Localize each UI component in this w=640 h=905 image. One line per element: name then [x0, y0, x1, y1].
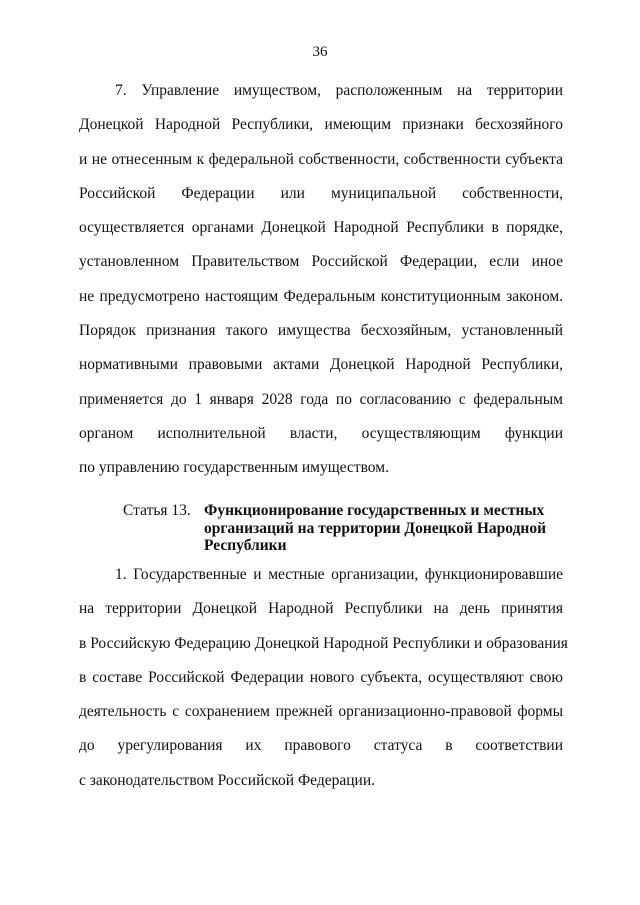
text-line: в составе Российской Федерации нового субъекта, осуществляют свою [79, 668, 563, 686]
text-line: Порядок признания такого имущества бесхозяйным, установленный [79, 322, 563, 340]
article-title-line: Республики [204, 537, 287, 554]
text-line: Донецкой Народной Республики, имеющим признаки бесхозяйного [79, 116, 563, 134]
paragraph-7 [79, 82, 563, 494]
text-line: не предусмотрено настоящим Федеральным конституционным законом. [79, 287, 563, 305]
text-line: установленном Правительством Российской Федерации, если иное [79, 253, 563, 271]
article-title [204, 502, 564, 555]
text-line: с законодательством Российской Федерации. [79, 771, 376, 789]
text-line: осуществляется органами Донецкой Народной Республики в порядке, [79, 219, 563, 237]
text-line: деятельность с сохранением прежней организационно-правовой формы [79, 703, 563, 721]
text-line: в Российскую Федерацию Донецкой Народной Республики и образования [79, 634, 568, 652]
text-line: 7. Управление имуществом, расположенным на территории [115, 82, 563, 99]
text-line: на территории Донецкой Народной Республики на день принятия [79, 600, 563, 618]
text-line: до урегулирования их правового статуса в соответствии [79, 737, 563, 755]
article-label: Статья 13. [123, 502, 191, 519]
article-title-line: Функционирование государственных и местных [204, 502, 545, 519]
text-line: применяется до 1 января 2028 года по согласованию с федеральным [79, 390, 563, 408]
text-line: по управлению государственным имуществом. [79, 459, 389, 477]
paragraph-1 [79, 566, 568, 806]
text-line: и не отнесенным к федеральной собственности, собственности субъекта [79, 150, 563, 168]
text-line: Российской Федерации или муниципальной собственности, [79, 184, 563, 202]
page-number: 36 [312, 44, 328, 60]
text-line: органом исполнительной власти, осуществляющим функции [79, 424, 563, 442]
article-title-line: организаций на территории Донецкой Народной [204, 519, 547, 537]
text-line: 1. Государственные и местные организации, функционировавшие [115, 566, 563, 583]
text-line: нормативными правовыми актами Донецкой Народной Республики, [79, 356, 563, 374]
